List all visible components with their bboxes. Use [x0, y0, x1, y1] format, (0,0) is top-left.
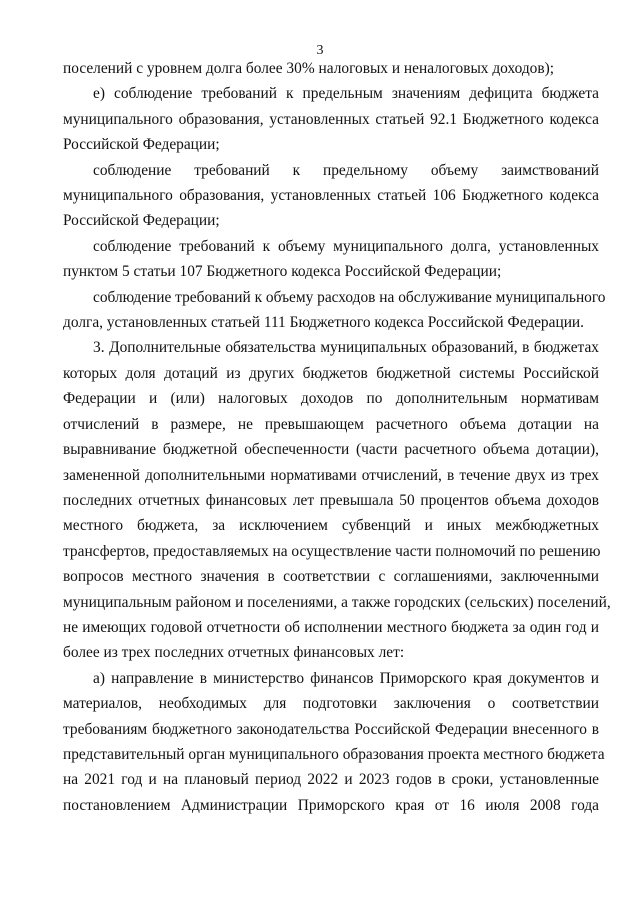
text-line: Федерации и (или) налоговых доходов по дополнительным нормативам — [63, 390, 599, 408]
text-line: пунктом 5 статьи 107 Бюджетного кодекса Российской Федерации; — [63, 263, 502, 281]
text-line: долга, установленных статьей 111 Бюджетного кодекса Российской Федерации. — [63, 314, 585, 332]
text-line: представительный орган муниципального образования проекта местного бюджета — [63, 745, 605, 763]
text-line: муниципальным районом и поселениями, а также городских (сельских) поселений, — [63, 593, 611, 611]
text-line: соблюдение требований к объему расходов на обслуживание муниципального — [93, 288, 606, 306]
text-line: 3. Дополнительные обязательства муниципальных образований, в бюджетах — [93, 339, 599, 357]
text-line: постановлением Администрации Приморского края от 16 июля 2008 года — [63, 796, 599, 814]
text-line: е) соблюдение требований к предельным значениям дефицита бюджета — [93, 85, 599, 103]
text-line: Российской Федерации; — [63, 212, 220, 230]
text-line: соблюдение требований к предельному объему заимствований — [93, 161, 599, 179]
text-line: муниципального образования, установленных статьей 92.1 Бюджетного кодекса — [63, 110, 599, 128]
text-line: более из трех последних отчетных финансовых лет: — [63, 644, 405, 662]
text-line: муниципального образования, установленных статьей 106 Бюджетного кодекса — [63, 187, 599, 205]
paragraph-section-3 — [63, 335, 611, 665]
text-line: выравнивание бюджетной обеспеченности (части расчетного объема дотации), — [63, 441, 599, 459]
text-line: которых доля дотаций из других бюджетов бюджетной системы Российской — [63, 364, 599, 382]
text-line: поселений с уровнем долга более 30% налоговых и неналоговых доходов); — [63, 60, 555, 77]
text-line: Российской Федерации; — [63, 136, 220, 154]
paragraph-debt-service — [63, 285, 606, 336]
text-line: а) направление в министерство финансов Приморского края документов и — [93, 669, 599, 687]
text-line: материалов, необходимых для подготовки заключения о соответствии — [63, 695, 599, 713]
text-line: отчислений в размере, не превышающем расчетного объема дотации на — [63, 415, 599, 433]
text-line: последних отчетных финансовых лет превышала 50 процентов объема доходов — [63, 491, 599, 509]
text-line: трансфертов, предоставляемых на осуществление части полномочий по решению — [63, 542, 601, 560]
paragraph-item-e — [63, 81, 599, 157]
text-line: вопросов местного значения в соответствии с соглашениями, заключенными — [63, 568, 599, 586]
text-line: замененной дополнительными нормативами отчислений, в течение двух из трех — [63, 466, 599, 484]
text-line: требованиям бюджетного законодательства Российской Федерации внесенного в — [63, 720, 599, 738]
paragraph-debt-volume — [63, 234, 599, 285]
text-line: местного бюджета, за исключением субвенций и иных межбюджетных — [63, 517, 599, 535]
paragraph-borrowing-limit — [63, 158, 599, 234]
page-number: 3 — [316, 43, 324, 58]
text-line: не имеющих годовой отчетности об исполнении местного бюджета за один год и — [63, 618, 599, 636]
text-line: соблюдение требований к объему муниципального долга, установленных — [93, 237, 599, 255]
paragraph-continuation — [63, 56, 599, 81]
document-body — [63, 56, 611, 818]
paragraph-item-a — [63, 666, 605, 818]
text-line: на 2021 год и на плановый период 2022 и 2023 годов в сроки, установленные — [63, 771, 599, 789]
